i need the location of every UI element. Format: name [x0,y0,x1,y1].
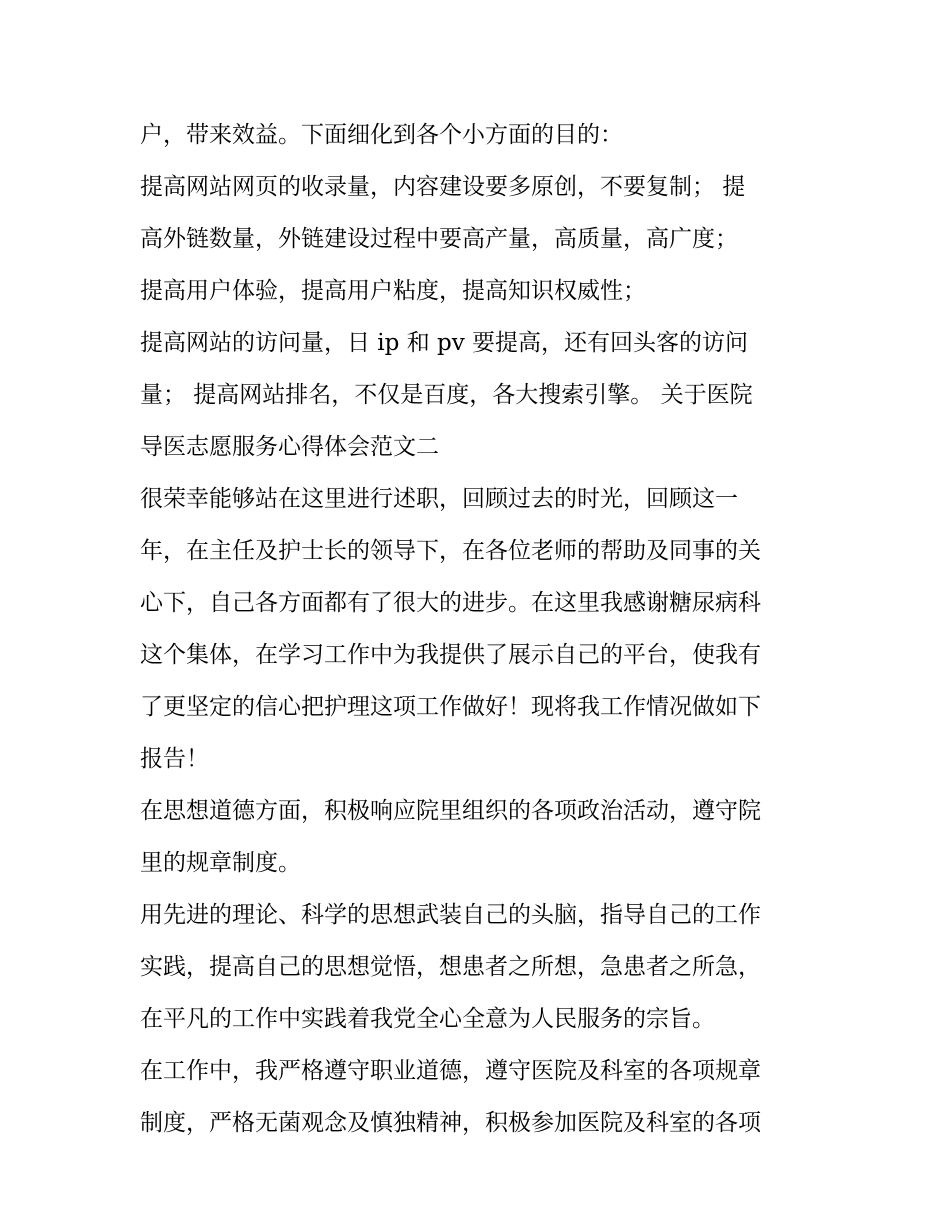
text-line: 很荣幸能够站在这里进行述职，回顾过去的时光，回顾这一 [140,486,738,512]
document-body [140,109,830,1149]
text-line: 户，带来效益。下面细化到各个小方面的目的： [140,122,623,148]
text-line: 心下，自己各方面都有了很大的进步。在这里我感谢糖尿病科 [140,590,761,616]
text-line: 在平凡的工作中实践着我党全心全意为人民服务的宗旨。 [140,1006,715,1032]
text-line: 量； 提高网站排名，不仅是百度，各大搜索引擎。 关于医院 [140,382,753,408]
text-line: 里的规章制度。 [140,850,301,876]
text-line: 高外链数量，外链建设过程中要高产量，高质量，高广度； [140,226,738,252]
text-line: 在思想道德方面，积极响应院里组织的各项政治活动，遵守院 [140,798,761,824]
text-line: 实践，提高自己的思想觉悟，想患者之所想，急患者之所急， [140,954,761,980]
text-line: 用先进的理论、科学的思想武装自己的头脑，指导自己的工作 [140,902,761,928]
text-line: 制度，严格无菌观念及慎独精神，积极参加医院及科室的各项 [140,1110,761,1136]
text-line: 提高网站的访问量，日 ip 和 pv 要提高，还有回头客的访问 [140,330,749,356]
text-line: 年，在主任及护士长的领导下，在各位老师的帮助及同事的关 [140,538,761,564]
text-line: 这个集体，在学习工作中为我提供了展示自己的平台，使我有 [140,642,761,668]
text-line: 报告！ [140,746,209,772]
text-line: 在工作中，我严格遵守职业道德，遵守医院及科室的各项规章 [140,1058,761,1084]
text-line: 提高用户体验，提高用户粘度，提高知识权威性； [140,278,646,304]
text-line: 提高网站网页的收录量，内容建设要多原创，不要复制； 提 [140,174,746,200]
section-heading: 导医志愿服务心得体会范文二 [140,434,439,460]
text-line: 了更坚定的信心把护理这项工作做好！现将我工作情况做如下 [140,694,761,720]
